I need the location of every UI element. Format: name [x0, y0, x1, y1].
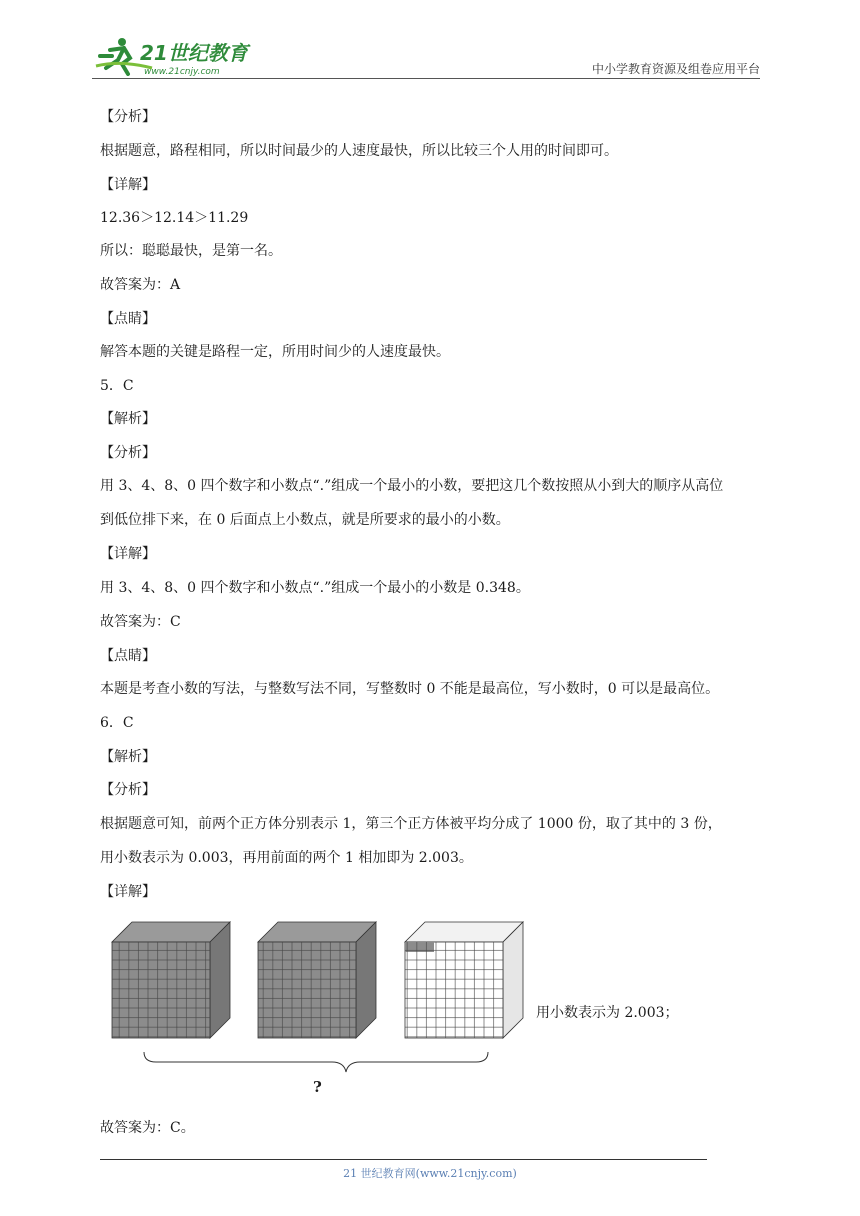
- text-line: 用 3、4、8、0 四个数字和小数点“.”组成一个最小的小数，要把这几个数按照从小到大的顺序从高位: [100, 478, 724, 494]
- text-line: 【详解】: [100, 546, 156, 562]
- text-line: 【分析】: [100, 782, 156, 798]
- text-line: 故答案为：C: [100, 614, 181, 630]
- text-line: 【分析】: [100, 445, 156, 461]
- cube-full-2: [258, 922, 376, 1038]
- cube-full-1: [112, 922, 230, 1038]
- text-line: 【详解】: [100, 177, 156, 193]
- text-line: 【点睛】: [100, 648, 156, 664]
- cube-partial: [405, 922, 523, 1038]
- page-header: [92, 30, 760, 80]
- text-line: 【分析】: [100, 109, 156, 125]
- question-mark: ?: [313, 1078, 322, 1096]
- text-line: 6．C: [100, 715, 134, 731]
- text-line: 【解析】: [100, 411, 156, 427]
- brace: [144, 1052, 488, 1072]
- logo-text: 21世纪教育: [140, 41, 248, 65]
- text-line: 本题是考查小数的写法，与整数写法不同，写整数时 0 不能是最高位，写小数时，0 可以是最高位。: [100, 681, 720, 697]
- text-line: 【详解】: [100, 884, 156, 900]
- figure-caption: 用小数表示为 2.003；: [536, 1005, 679, 1021]
- header-platform-text: 中小学教育资源及组卷应用平台: [591, 62, 760, 76]
- text-line: 5．C: [100, 378, 134, 394]
- footer-divider: [100, 1159, 707, 1160]
- logo-url: www.21cnjy.com: [144, 67, 220, 76]
- header-divider: [92, 78, 760, 79]
- text-line: 到低位排下来，在 0 后面点上小数点，就是所要求的最小的小数。: [100, 512, 510, 528]
- footer-text: 21 世纪教育网(www.21cnjy.com): [343, 1167, 517, 1180]
- text-line: 根据题意可知，前两个正方体分别表示 1，第三个正方体被平均分成了 1000 份，取了其中的 3 份，: [100, 816, 722, 832]
- text-line: 【点睛】: [100, 311, 156, 327]
- text-line: 解答本题的关键是路程一定，所用时间少的人速度最快。: [100, 344, 450, 360]
- text-line: 根据题意，路程相同，所以时间最少的人速度最快，所以比较三个人用的时间即可。: [100, 143, 618, 159]
- text-line: 所以：聪聪最快，是第一名。: [100, 243, 282, 259]
- text-line: 用小数表示为 0.003，再用前面的两个 1 相加即为 2.003。: [100, 850, 473, 866]
- logo: [92, 34, 262, 76]
- text-line: 用 3、4、8、0 四个数字和小数点“.”组成一个最小的小数是 0.348。: [100, 580, 530, 596]
- final-answer: 故答案为：C。: [100, 1120, 195, 1136]
- text-line: 故答案为：A: [100, 277, 181, 293]
- text-line: 12.36＞12.14＞11.29: [100, 210, 249, 226]
- text-line: 【解析】: [100, 749, 156, 765]
